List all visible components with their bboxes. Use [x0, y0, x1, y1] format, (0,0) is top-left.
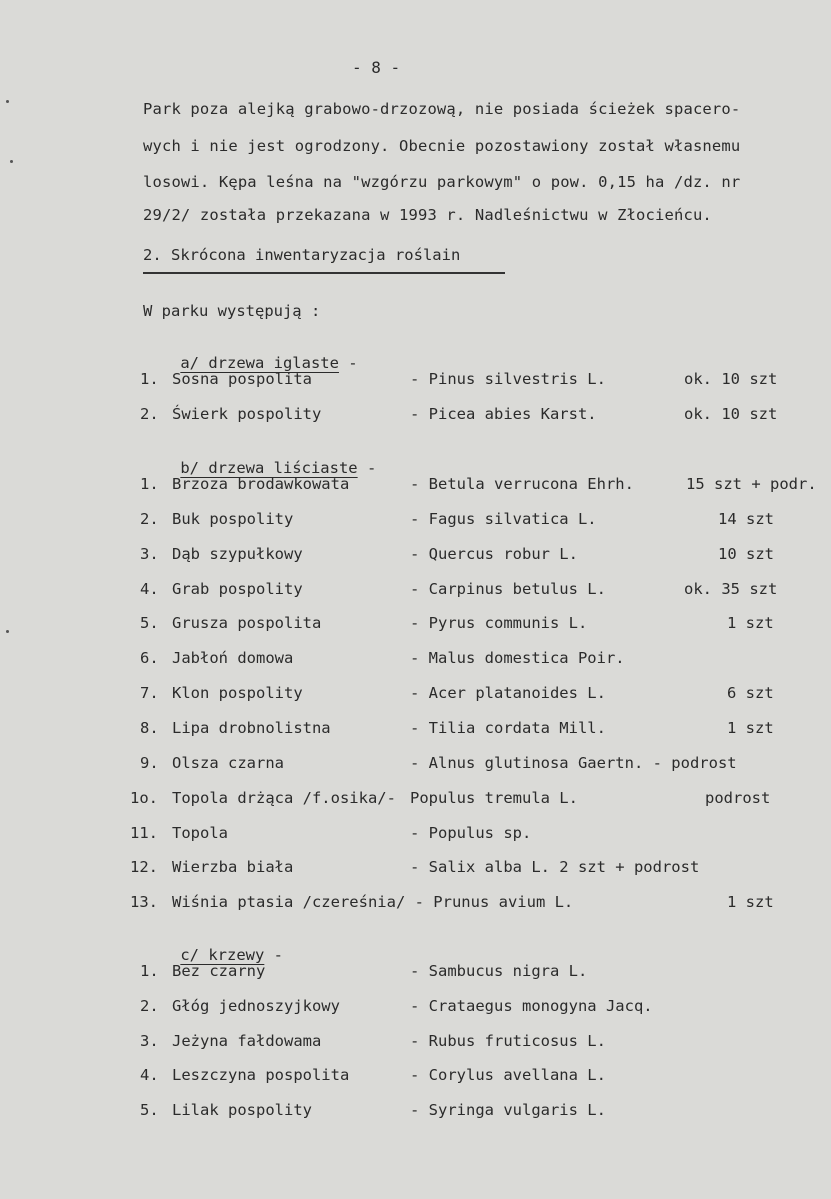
paragraph-line: Park poza alejką grabowo-drzozową, nie posiada ścieżek spacero- [143, 100, 741, 118]
margin-speck [10, 160, 13, 163]
polish-name: Jabłoń domowa [172, 649, 294, 668]
polish-name: Buk pospolity [172, 509, 294, 528]
latin-name: - Crataegus monogyna Jacq. [410, 996, 653, 1015]
item-number: 2. [140, 509, 159, 528]
list-item [0, 545, 831, 567]
latin-name: - Tilia cordata Mill. [410, 718, 606, 737]
group-heading-label: a/ drzewa iglaste [180, 354, 339, 372]
item-number: 5. [140, 1101, 159, 1120]
polish-name: Klon pospolity [172, 684, 303, 703]
polish-name: Wierzba biała [172, 858, 294, 877]
list-item [0, 684, 831, 706]
list-item [0, 405, 831, 427]
quantity: 6 szt [727, 684, 774, 703]
item-number: 5. [140, 614, 159, 633]
list-item [0, 962, 831, 984]
group-heading-label: c/ krzewy [180, 946, 265, 964]
item-number: 1. [140, 370, 159, 388]
list-item [0, 893, 831, 915]
list-item [0, 580, 831, 602]
page-number: - 8 - [352, 58, 401, 77]
paragraph-line: wych i nie jest ogrodzony. Obecnie pozostawiony został własnemu [143, 137, 741, 155]
polish-name: Olsza czarna [172, 753, 284, 772]
latin-name: - Sambucus nigra L. [410, 962, 588, 980]
polish-name: Sosna pospolita [172, 370, 312, 388]
paragraph-line: losowi. Kępa leśna na "wzgórzu parkowym" o pow. 0,15 ha /dz. nr [143, 173, 741, 191]
item-number: 3. [140, 1031, 159, 1050]
latin-name: - Populus sp. [410, 823, 532, 842]
list-item [0, 1032, 831, 1054]
latin-name: - Pyrus communis L. [410, 614, 588, 633]
item-number: 3. [140, 544, 159, 563]
item-number: 1. [140, 962, 159, 980]
polish-name: Grusza pospolita [172, 614, 322, 633]
polish-name: Brzoza brodawkowata [172, 475, 350, 493]
polish-name: Lilak pospolity [172, 1101, 312, 1120]
item-number: 9. [140, 753, 159, 772]
latin-name: - Carpinus betulus L. [410, 579, 606, 598]
quantity: 15 szt + podr. [686, 475, 817, 493]
polish-name: Dąb szypułkowy [172, 544, 303, 563]
list-item [0, 754, 831, 776]
list-item [0, 997, 831, 1019]
latin-name: - Alnus glutinosa Gaertn. - podrost [410, 753, 737, 772]
quantity: podrost [705, 788, 771, 807]
list-item [0, 614, 831, 636]
latin-name: - Malus domestica Poir. [410, 649, 625, 668]
quantity: 1 szt [727, 614, 774, 633]
latin-name: - Salix alba L. 2 szt + podrost [410, 858, 700, 877]
item-number: 2. [140, 996, 159, 1015]
list-item [0, 1101, 831, 1123]
list-item [0, 1066, 831, 1088]
item-number: 1o. [130, 788, 158, 807]
list-item [0, 510, 831, 532]
group-heading-dash: - [338, 354, 358, 372]
intro-text: W parku występują : [143, 302, 321, 320]
list-item [0, 719, 831, 741]
section-title: 2. Skrócona inwentaryzacja roślain [143, 246, 461, 264]
list-item [0, 475, 831, 497]
latin-name: - Betula verrucona Ehrh. [410, 475, 634, 493]
item-number: 6. [140, 649, 159, 668]
polish-name: Bez czarny [172, 962, 266, 980]
group-heading-label: b/ drzewa liściaste [180, 459, 358, 477]
quantity: ok. 35 szt [684, 579, 778, 598]
item-number: 8. [140, 718, 159, 737]
polish-name: Wiśnia ptasia /czereśnia/ - Prunus avium L. [172, 893, 574, 912]
item-number: 12. [130, 858, 158, 877]
latin-name: - Acer platanoides L. [410, 684, 606, 703]
list-item [0, 824, 831, 846]
list-item [0, 858, 831, 880]
polish-name: Leszczyna pospolita [172, 1066, 350, 1085]
latin-name: - Picea abies Karst. [410, 404, 597, 423]
polish-name: Topola [172, 823, 228, 842]
quantity: 10 szt [718, 544, 774, 563]
list-item [0, 370, 831, 392]
quantity: 14 szt [718, 509, 774, 528]
quantity: ok. 10 szt [684, 404, 778, 423]
latin-name: - Quercus robur L. [410, 544, 578, 563]
quantity: 1 szt [727, 718, 774, 737]
quantity: 1 szt [727, 893, 774, 912]
latin-name: - Corylus avellana L. [410, 1066, 606, 1085]
list-item [0, 649, 831, 671]
item-number: 2. [140, 404, 159, 423]
polish-name: Topola drżąca /f.osika/- [172, 788, 396, 807]
item-number: 13. [130, 893, 158, 912]
polish-name: Grab pospolity [172, 579, 303, 598]
quantity: ok. 10 szt [684, 370, 778, 388]
latin-name: - Pinus silvestris L. [410, 370, 606, 388]
polish-name: Lipa drobnolistna [172, 718, 331, 737]
group-heading-dash: - [357, 459, 377, 477]
latin-name: - Rubus fruticosus L. [410, 1031, 606, 1050]
margin-speck [6, 100, 9, 103]
item-number: 7. [140, 684, 159, 703]
polish-name: Jeżyna fałdowama [172, 1031, 322, 1050]
polish-name: Głóg jednoszyjkowy [172, 996, 340, 1015]
latin-name: - Fagus silvatica L. [410, 509, 597, 528]
paragraph-line: 29/2/ została przekazana w 1993 r. Nadleśnictwu w Złocieńcu. [143, 206, 712, 224]
latin-name: Populus tremula L. [410, 788, 578, 807]
item-number: 1. [140, 475, 159, 493]
section-title-underline [143, 272, 505, 274]
list-item [0, 789, 831, 811]
latin-name: - Syringa vulgaris L. [410, 1101, 606, 1120]
item-number: 4. [140, 579, 159, 598]
item-number: 4. [140, 1066, 159, 1085]
group-heading-dash: - [264, 946, 283, 964]
polish-name: Świerk pospolity [172, 404, 322, 423]
item-number: 11. [130, 823, 158, 842]
